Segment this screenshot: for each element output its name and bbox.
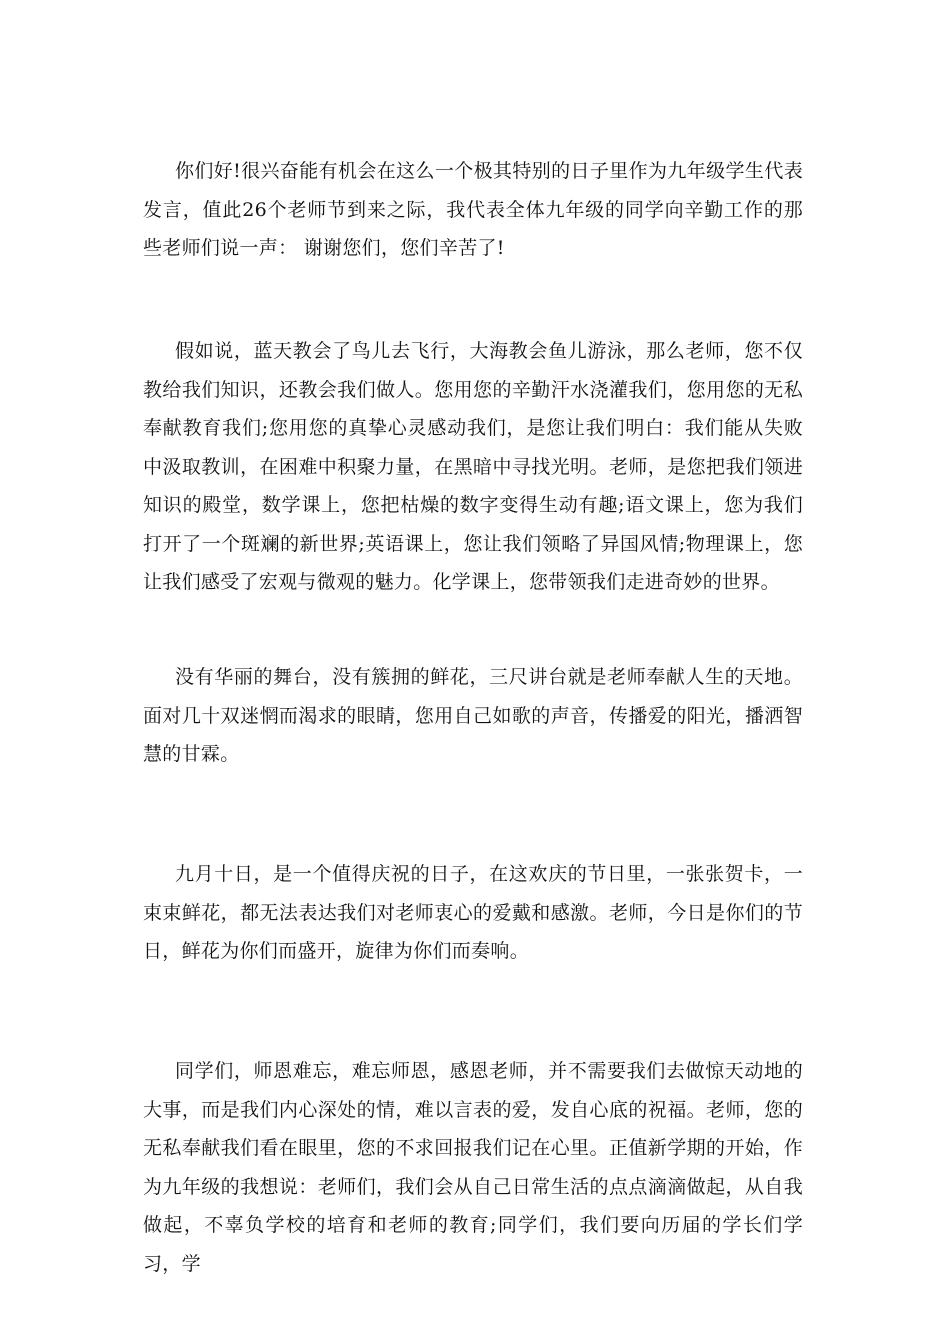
paragraph-teachers-gifts: 假如说，蓝天教会了鸟儿去飞行，大海教会鱼儿游泳，那么老师，您不仅教给我们知识，还教会我们做人。您用您的辛勤汗水浇灌我们，您用您的无私奉献教育我们;您用您的真挚心灵感动我们，是您让我们明白：我们能从失败中汲取教训，在困难中积聚力量，在黑暗中寻找光明。老师，是您把我们领进知识的殿堂，数学课上，您把枯燥的数字变得生动有趣;语文课上，您为我们打开了一个斑斓的新世界;英语课上，您让我们领略了异国风情;物理课上，您让我们感受了宏观与微观的魅力。化学课上，您带领我们走进奇妙的世界。 bbox=[143, 340, 803, 593]
paragraph-gratitude: 同学们，师恩难忘，难忘师恩，感恩老师，并不需要我们去做惊天动地的大事，而是我们内心深处的情，难以言表的爱，发自心底的祝福。老师，您的无私奉献我们看在眼里，您的不求回报我们记在心里。正值新学期的开始，作为九年级的我想说：老师们，我们会从自己日常生活的点点滴滴做起，从自我做起，不辜负学校的培育和老师的教育;同学们，我们要向历届的学长们学习，学 bbox=[143, 1060, 803, 1275]
paragraph-greeting: 你们好!很兴奋能有机会在这么一个极其特别的日子里作为九年级学生代表发言，值此26个老师节到来之际，我代表全体九年级的同学向辛勤工作的那些老师们说一声： 谢谢您们，您们辛苦了! bbox=[143, 160, 803, 259]
paragraph-september-tenth: 九月十日，是一个值得庆祝的日子，在这欢庆的节日里，一张张贺卡，一束束鲜花，都无法表达我们对老师衷心的爱戴和感激。老师，今日是你们的节日，鲜花为你们而盛开，旋律为你们而奏响。 bbox=[143, 863, 803, 962]
paragraph-podium: 没有华丽的舞台，没有簇拥的鲜花，三尺讲台就是老师奉献人生的天地。面对几十双迷惘而渴求的眼睛，您用自己如歌的声音，传播爱的阳光，播洒智慧的甘霖。 bbox=[143, 666, 803, 765]
